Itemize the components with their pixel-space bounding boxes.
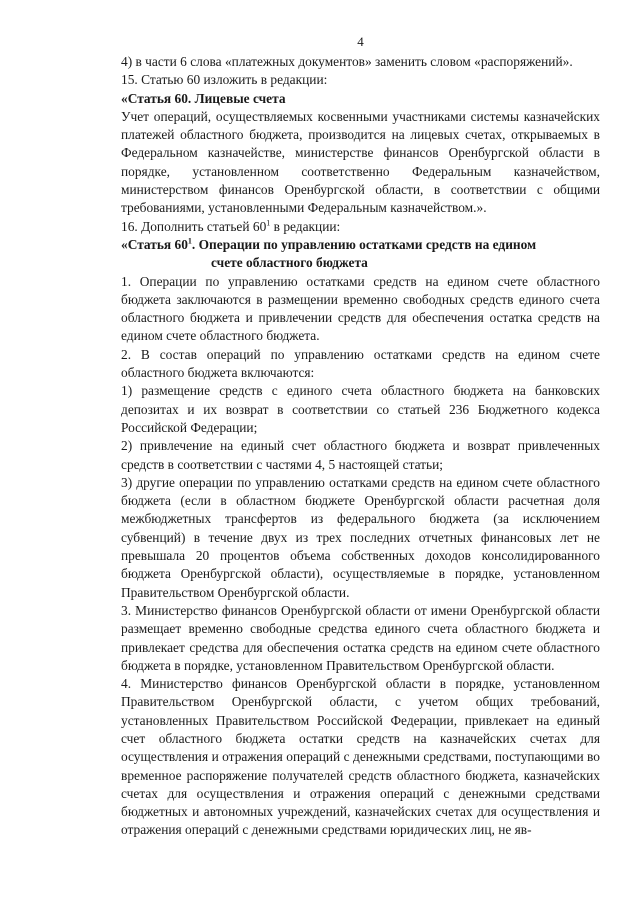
article-60-1-heading-line2	[121, 254, 600, 272]
paragraph-item-16	[121, 218, 600, 236]
paragraph-text: 2. В состав операций по управлению остатками средств на едином счете областного бюджета включаются:	[121, 346, 600, 381]
superscript: 1	[266, 218, 271, 228]
paragraph-text: 2) привлечение на единый счет областного бюджета и возврат привлеченных средств в соответствии с частями 4, 5 настоящей статьи;	[121, 438, 600, 472]
heading-text: «Статья 60	[121, 236, 188, 252]
paragraph-text: 3) другие операции по управлению остатками средств на едином счете областного бюджета (если в областном бюджете Оренбургской области расчетная доля межбюджетных трансфертов из федерального бюджета (за исключением субвенций) в течение двух из трех последних отчетных финансовых лет не превышала 20 процентов объема собственных доходов консолидированного бюджета Оренбургской области), осуществляемые в порядке, установленном Правительством Оренбургской области.	[121, 474, 600, 600]
paragraph-text: 3. Министерство финансов Оренбургской области от имени Оренбургской области размещает временно свободные средства единого счета областного бюджета и привлекает средства для обеспечения остатка средств на едином счете областного бюджета в порядке, установленном Правительством Оренбургской области.	[121, 602, 600, 673]
paragraph-text: 15. Статью 60 изложить в редакции:	[121, 72, 328, 88]
article-60-1-part-3	[121, 602, 600, 675]
article-60-body	[121, 108, 600, 218]
paragraph-text: 4) в части 6 слова «платежных документов» заменить словом «распоряжений».	[121, 54, 573, 69]
paragraph-text: Учет операций, осуществляемых косвенными участниками системы казначейских платежей областного бюджета, производится на лицевых счетах, открываемых в Федеральном казначействе, министерстве финансов Оренбургской области в порядке, установленном соответственно Федеральным казначейством, министерством финансов Оренбургской области, в соответствии с общими требованиями, установленными Федеральным казначейством.».	[121, 108, 600, 216]
paragraph-text: 1) размещение средств с единого счета областного бюджета на банковских депозитах и их возврат в соответствии со статьей 236 Бюджетного кодекса Российской Федерации;	[121, 383, 600, 435]
article-60-1-part-2-item-3	[121, 474, 600, 602]
paragraph-text: 1. Операции по управлению остатками средств на едином счете областного бюджета заключаются в размещении временно свободных средств единого счета областного бюджета и привлечении средств для обеспечения остатка средств на едином счете областного бюджета.	[121, 273, 600, 344]
paragraph-item-15	[121, 71, 600, 89]
article-60-1-part-2-item-2	[121, 437, 600, 474]
article-60-1-heading	[121, 236, 600, 254]
article-60-1-part-1	[121, 273, 600, 346]
paragraph-amendment-4	[121, 53, 600, 71]
paragraph-text: в редакции:	[270, 218, 341, 234]
article-60-1-part-4	[121, 675, 600, 840]
article-60-heading	[121, 90, 600, 108]
heading-text: «Статья 60. Лицевые счета	[121, 90, 286, 106]
paragraph-text: 16. Дополнить статьей 60	[121, 218, 267, 234]
heading-text: счете областного бюджета	[211, 255, 368, 271]
heading-text: . Операции по управлению остатками средств на едином	[191, 236, 537, 252]
superscript: 1	[187, 236, 192, 246]
page-number: 4	[357, 34, 364, 49]
document-body	[121, 53, 600, 840]
article-60-1-part-2	[121, 346, 600, 383]
paragraph-text: 4. Министерство финансов Оренбургской области в порядке, установленном Правительством Оренбургской области, с учетом общих требований, установленных Правительством Российской Федерации, привлекает на единый счет областного бюджета остатки средств на казначейских счетах для осуществления и отражения операций с денежными средствами, поступающими во временное распоряжение получателей средств областного бюджета, казначейских счетах для осуществления и отражения операций с денежными средствами бюджетных и автономных учреждений, казначейских счетах для осуществления и отражения операций с денежными средствами юридических лиц, не яв-	[121, 676, 600, 838]
article-60-1-part-2-item-1	[121, 382, 600, 437]
